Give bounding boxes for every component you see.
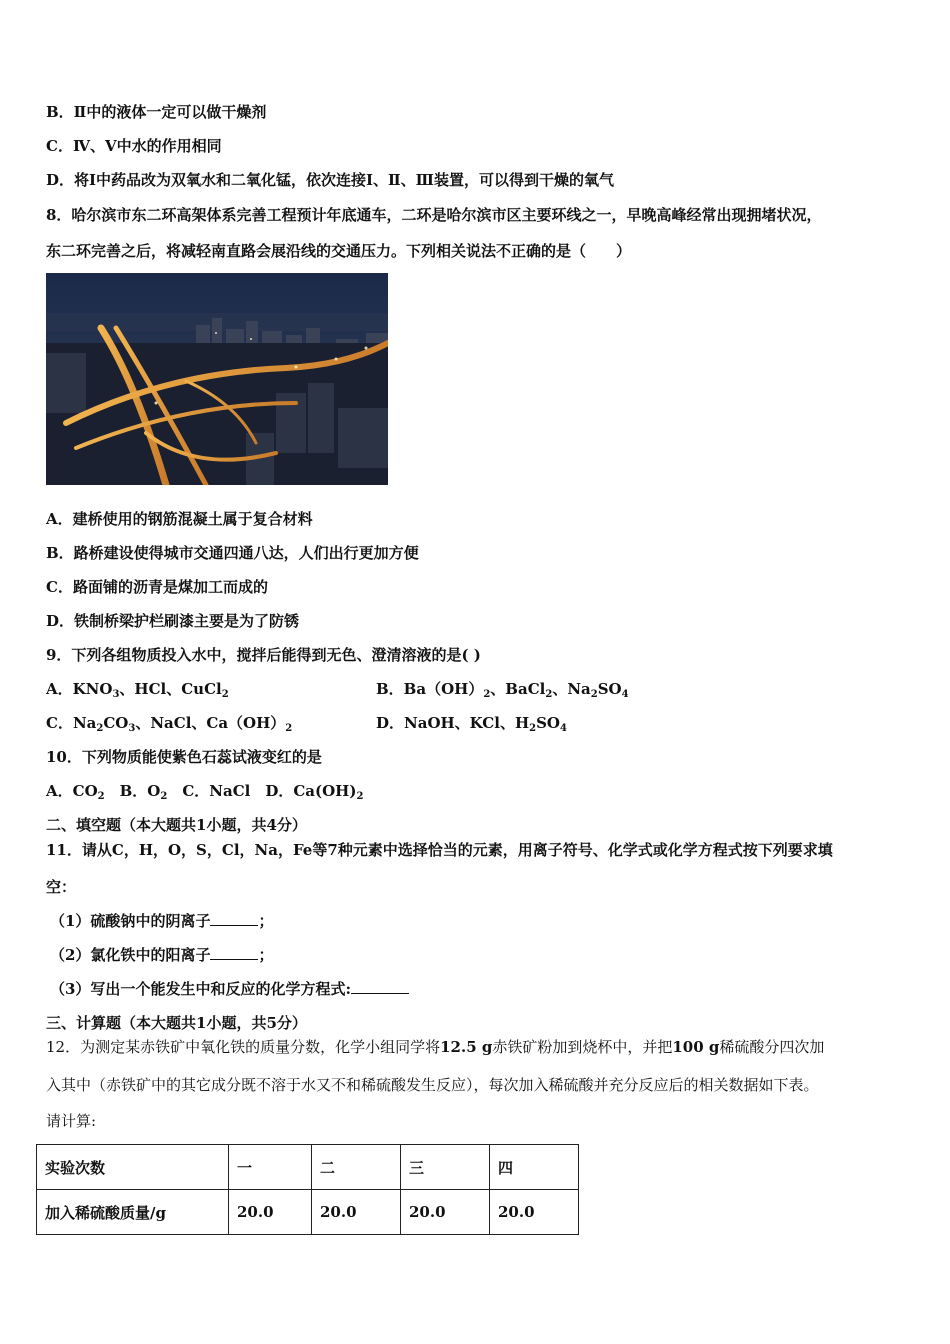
q11-sub2: （2）氯化铁中的阳离子 ； bbox=[50, 946, 274, 964]
q10-stem: 10．下列物质能使紫色石蕊试液变红的是 bbox=[46, 748, 322, 766]
q9-option-d: D．NaOH、KCl、$H_2SO_4$ bbox=[376, 714, 567, 734]
q8-option-a: A．建桥使用的钢筋混凝土属于复合材料 bbox=[46, 510, 313, 528]
table-header-cell: 二 bbox=[312, 1145, 401, 1190]
table-cell: 20.0 bbox=[229, 1190, 312, 1235]
answer-blank[interactable] bbox=[210, 945, 258, 960]
table-row bbox=[37, 1190, 579, 1235]
q12-stem-line3: 请计算: bbox=[46, 1112, 97, 1130]
q7-option-b: B．Ⅱ中的液体一定可以做干燥剂 bbox=[46, 103, 267, 121]
table-header-cell: 三 bbox=[401, 1145, 490, 1190]
section2-title: 二、填空题（本大题共1小题，共4分） bbox=[46, 816, 307, 834]
table-header-cell: 一 bbox=[229, 1145, 312, 1190]
table-header-row bbox=[37, 1145, 579, 1190]
q9-option-b: B．$Ba(OH)_2$、BaCl$_2$、$Na_2SO_4$ bbox=[376, 680, 629, 700]
q11-stem-line1: 11．请从C，H，O，S，Cl，Na，Fe等7种元素中选择恰当的元素，用离子符号、化学式或化学方程式按下列要求填 bbox=[46, 841, 833, 859]
answer-blank[interactable] bbox=[210, 911, 258, 926]
q7-option-d: D．将Ⅰ中药品改为双氧水和二氧化锰，依次连接Ⅰ、Ⅱ、Ⅲ装置，可以得到干燥的氧气 bbox=[46, 171, 614, 189]
q12-stem-line1: 12．为测定某赤铁矿中氧化铁的质量分数，化学小组同学将12.5 g赤铁矿粉加到烧杯中，并把100 g稀硫酸分四次加 bbox=[46, 1038, 825, 1056]
q11-sub3: （3）写出一个能发生中和反应的化学方程式: bbox=[50, 979, 409, 999]
experiment-data-table bbox=[36, 1144, 579, 1235]
q8-option-c: C．路面铺的沥青是煤加工而成的 bbox=[46, 578, 268, 596]
table-cell: 加入稀硫酸质量/g bbox=[37, 1190, 229, 1235]
q8-option-d: D．铁制桥梁护栏刷漆主要是为了防锈 bbox=[46, 612, 300, 630]
q8-stem-line1: 8．哈尔滨市东二环高架体系完善工程预计年底通车，二环是哈尔滨市区主要环线之一，早晚高峰经常出现拥堵状况， bbox=[46, 206, 822, 224]
q9-stem: 9．下列各组物质投入水中，搅拌后能得到无色、澄清溶液的是( ) bbox=[46, 646, 481, 664]
answer-blank[interactable] bbox=[351, 979, 409, 994]
q7-option-c: C．Ⅳ、Ⅴ中水的作用相同 bbox=[46, 137, 222, 155]
table-cell: 20.0 bbox=[490, 1190, 579, 1235]
table-cell: 20.0 bbox=[312, 1190, 401, 1235]
section3-title: 三、计算题（本大题共1小题，共5分） bbox=[46, 1014, 307, 1032]
q9-option-c: C．$Na_2CO_3$、NaCl、$Ca(OH)_2$ bbox=[46, 714, 293, 734]
q10-options: A．$CO_2$ B．$O_2$ C．NaCl D．$Ca(OH)_2$ bbox=[46, 782, 364, 802]
q8-option-b: B．路桥建设使得城市交通四通八达，人们出行更加方便 bbox=[46, 544, 419, 562]
night-overpass-illustration bbox=[46, 273, 388, 485]
q8-stem-line2: 东二环完善之后，将减轻南直路会展沿线的交通压力。下列相关说法不正确的是（ ） bbox=[46, 242, 632, 260]
city-overpass-photo bbox=[46, 273, 388, 485]
table-header-cell: 四 bbox=[490, 1145, 579, 1190]
q11-sub1: （1）硫酸钠中的阴离子 ； bbox=[50, 912, 274, 930]
table-cell: 20.0 bbox=[401, 1190, 490, 1235]
table-header-cell: 实验次数 bbox=[37, 1145, 229, 1190]
q11-stem-line2: 空： bbox=[46, 878, 77, 896]
q9-option-a: A．$KNO_3$、HCl、CuCl$_2$ bbox=[46, 680, 229, 700]
q12-stem-line2: 入其中（赤铁矿中的其它成分既不溶于水又不和稀硫酸发生反应），每次加入稀硫酸并充分反应后的相关数据如下表。 bbox=[46, 1076, 819, 1094]
